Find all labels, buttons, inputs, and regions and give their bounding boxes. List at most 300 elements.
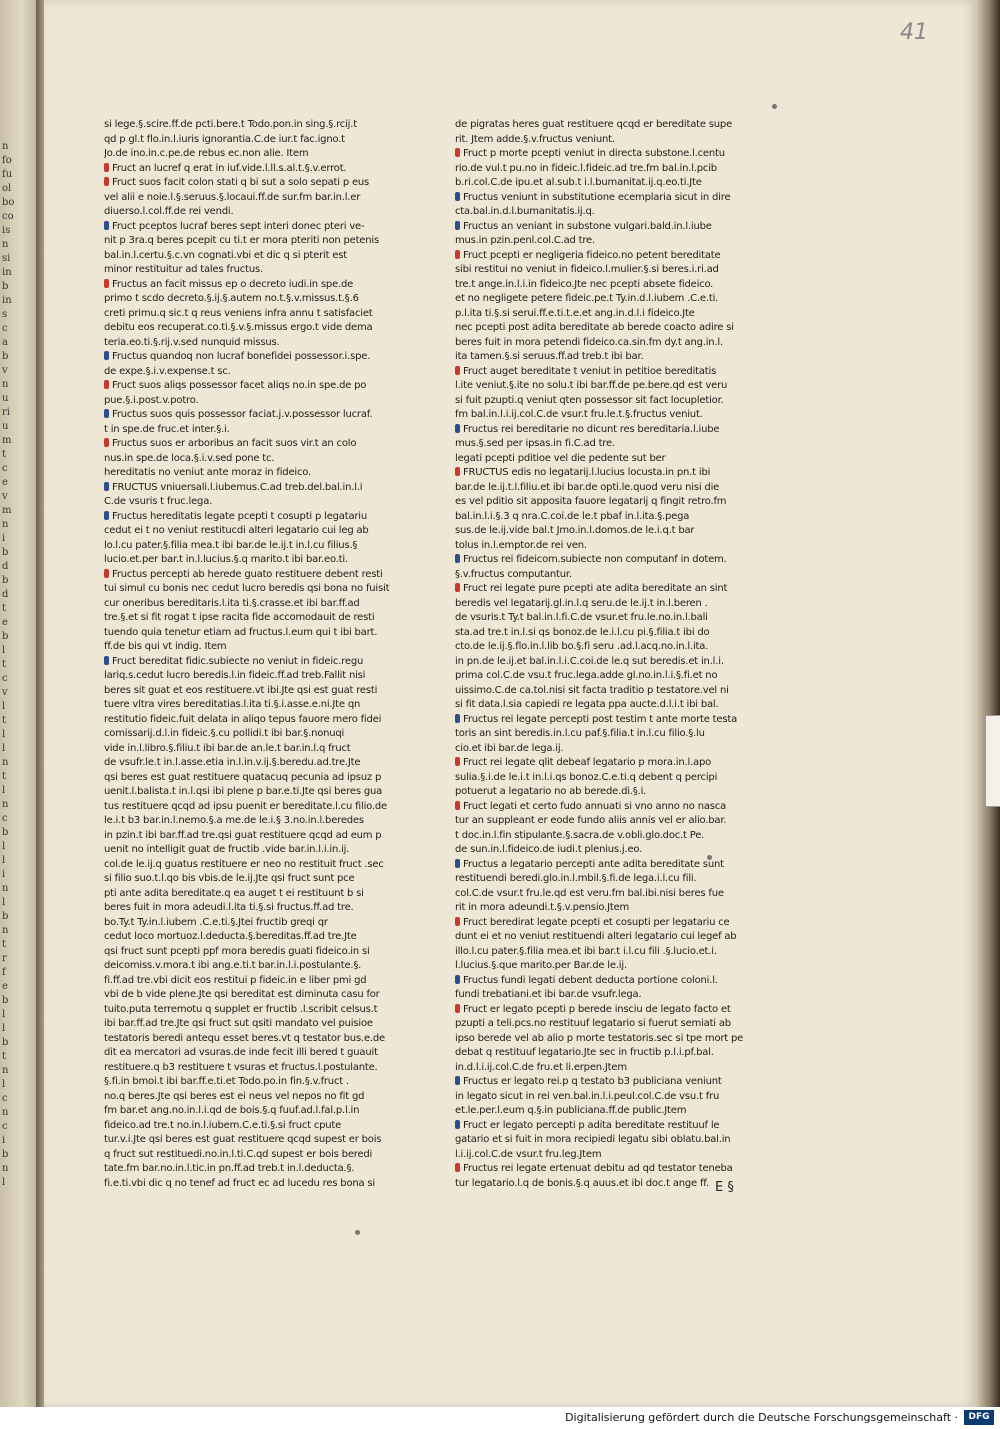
text-line <box>104 1162 404 1177</box>
text-line <box>104 698 404 713</box>
text-line <box>455 1177 755 1192</box>
text-line <box>104 887 404 902</box>
line-text: Jo.de ino.in.c.pe.de rebus ec.non alie. Item <box>104 148 309 159</box>
line-text: ff.de bis qui vt indig. Item <box>104 641 227 652</box>
text-line <box>104 234 404 249</box>
line-text: nit p 3ra.q beres pcepit cu ti.t er mora pteriti non petenis <box>104 235 379 246</box>
text-line <box>104 1046 404 1061</box>
line-text: dit ea mercatori ad vsuras.de inde fecit illi bered t guauit <box>104 1047 378 1058</box>
text-line <box>455 205 755 220</box>
text-line <box>104 1003 404 1018</box>
line-text: si lege.§.scire.ff.de pcti.bere.t Todo.pon.in sing.§.rcij.t <box>104 119 357 130</box>
line-text: sta.ad tre.t in.l.si qs bonoz.de le.i.l.cu pi.§.filia.t ibi do <box>455 626 710 638</box>
line-text: rio.de vul.t pu.no in fideic.l.fideic.ad tre.fm bal.in.l.pcib <box>455 162 717 174</box>
text-line <box>104 626 404 641</box>
line-text: uenit.l.balista.t in.l.qsi ibi plene p bar.e.ti.Jte qsi beres gua <box>104 786 383 797</box>
text-line <box>455 756 755 771</box>
line-text: gatario et si fuit in mora recipiedi legatu sibi oblatu.bal.in <box>455 1134 731 1145</box>
line-text: comissarij.d.l.in fideic.§.cu pollidi.t ibi bar.§.nonuqi <box>104 728 345 739</box>
line-text: t in spe.de fruc.et inter.§.i. <box>104 423 230 435</box>
text-line <box>104 365 404 380</box>
line-text: ita tamen.§.si seruus.ff.ad treb.t ibi bar. <box>455 351 644 362</box>
line-text: hereditatis no veniut ante moraz in fideico. <box>104 467 311 478</box>
line-text: toris an sint beredis.in.l.cu paf.§.filia.t in.l.cu filio.§.lu <box>455 728 705 739</box>
line-text: tur.v.i.Jte qsi beres est guat restituere qcqd supest er bois <box>104 1134 382 1145</box>
text-column-right <box>455 118 755 1191</box>
line-text: diuerso.l.col.ff.de rei vendi. <box>104 206 234 217</box>
line-text: Fructus rei bereditarie no dicunt res bereditaria.l.iube <box>463 423 720 435</box>
line-text: si filio suo.t.l.qo bis vbis.de le.ij.Jte qsi fruct sunt pce <box>104 873 355 884</box>
text-line <box>104 974 404 989</box>
text-line <box>104 336 404 351</box>
text-line <box>104 220 404 235</box>
text-line <box>455 307 755 322</box>
line-text: fi.ff.ad tre.vbi dicit eos restitui p fideic.in e liber pmi gd <box>104 974 367 986</box>
line-text: col.de le.ij.q guatus restituere er neo no restituit fruct .sec <box>104 858 384 870</box>
line-text: Fructus an facit missus ep o decreto iudi.in spe.de <box>112 278 354 290</box>
text-line <box>455 814 755 829</box>
line-text: debitu eos recuperat.co.ti.§.v.§.missus ergo.t vide dema <box>104 322 373 333</box>
line-text: et no negligete petere fideic.pe.t Ty.in.d.l.iubem .C.e.ti. <box>455 293 719 304</box>
line-text: de vsufr.le.t in.l.asse.etia in.l.in.v.ij.§.beredu.ad.tre.Jte <box>104 757 361 768</box>
text-line <box>104 959 404 974</box>
line-text: Fruct er legato pcepti p berede insciu de legato facto et <box>463 1003 731 1015</box>
line-text: si fuit pzupti.q veniut qten possessor sit fact locupletior. <box>455 394 724 406</box>
line-text: cedut loco mortuoz.l.deducta.§.bereditas.ff.ad tre.Jte <box>104 931 357 942</box>
text-line <box>455 742 755 757</box>
line-text: Fruct suos aliqs possessor facet aliqs no.in spe.de po <box>112 380 367 391</box>
line-text: tui simul cu bonis nec cedut lucro beredis qsi bona no fuisit <box>104 583 390 594</box>
red-rubric-mark <box>104 279 109 288</box>
text-line <box>455 1061 755 1076</box>
text-line <box>104 263 404 278</box>
text-line <box>455 843 755 858</box>
line-text: in.d.l.i.ij.col.C.de fru.et li.erpen.Jtem <box>455 1061 627 1073</box>
text-line <box>455 481 755 496</box>
text-line <box>455 1075 755 1090</box>
text-line <box>104 307 404 322</box>
text-line <box>104 1090 404 1105</box>
line-text: sibi restitui no veniut in fideico.l.mulier.§.si beres.i.ri.ad <box>455 264 719 275</box>
text-line <box>455 394 755 409</box>
line-text: l.ite veniut.§.ite no solu.t ibi bar.ff.de pe.bere.qd est veru <box>455 380 728 391</box>
text-line <box>104 278 404 293</box>
line-text: fm bar.et ang.no.in.l.i.qd de bois.§.q fuuf.ad.l.fal.p.l.in <box>104 1105 360 1116</box>
text-line <box>104 800 404 815</box>
line-text: restituendi beredi.glo.in.l.mbil.§.fi.de lega.i.l.cu fili. <box>455 873 697 884</box>
text-line <box>455 510 755 525</box>
line-text: in pzin.t ibi bar.ff.ad tre.qsi guat restituere qcqd ad eum p <box>104 829 382 841</box>
line-text: uenit no intelligit guat de fructib .vide bar.in.l.i.in.ij. <box>104 844 350 855</box>
line-text: beres fuit in mora adeudi.l.ita ti.§.si fructus.ff.ad tre. <box>104 902 354 913</box>
text-line <box>104 481 404 496</box>
text-column-left <box>104 118 404 1191</box>
facing-page-fragments: n fo fu ol bo co is n si in b in s c a b v n u ri u m t c e v m n i b d b d t e b l t c v l t l l n t l n c b l l i n l b n t r f e b l l b t n l c n c i b n l <box>2 141 15 1188</box>
text-line <box>455 713 755 728</box>
text-line <box>455 727 755 742</box>
red-rubric-mark <box>455 467 460 476</box>
footer-bar <box>0 1407 1000 1429</box>
text-line <box>104 1133 404 1148</box>
blue-rubric-mark <box>455 714 460 723</box>
line-text: qsi beres est guat restituere quatacuq pecunia ad ipsuz p <box>104 771 382 783</box>
text-line <box>455 118 755 133</box>
blue-rubric-mark <box>455 975 460 984</box>
text-line <box>455 321 755 336</box>
text-line <box>455 771 755 786</box>
text-line <box>104 495 404 510</box>
line-text: in pn.de le.ij.et bal.in.l.i.C.coi.de le.q sut beredis.et in.l.i. <box>455 655 724 667</box>
text-line <box>104 133 404 148</box>
line-text: Fruct beredirat legate pcepti et cosupti per legatariu ce <box>463 916 730 928</box>
line-text: pti ante adita bereditate.q ea auget t ei restituunt b si <box>104 887 364 899</box>
line-text: §.fi.in bmoi.t ibi bar.ff.e.ti.et Todo.po.in fin.§.v.fruct . <box>104 1076 349 1087</box>
red-rubric-mark <box>104 438 109 447</box>
text-line <box>455 539 755 554</box>
line-text: minor restituitur ad tales fructus. <box>104 264 263 275</box>
text-line <box>104 1177 404 1192</box>
red-rubric-mark <box>455 250 460 259</box>
text-line <box>104 321 404 336</box>
line-text: ibi bar.ff.ad tre.Jte qsi fruct sut qsiti mandato vel puisioe <box>104 1018 373 1029</box>
line-text: tuito.puta terremotu q supplet er fructib .l.scribit celsus.t <box>104 1003 378 1015</box>
line-text: restitutio fideic.fuit delata in aliqo tepus fauore mero fidei <box>104 713 382 725</box>
line-text: lucio.et.per bar.t in.l.lucius.§.q marito.t ibi bar.eo.ti. <box>104 554 348 565</box>
text-line <box>455 829 755 844</box>
line-text: Fructus rei legate ertenuat debitu ad qd testator teneba <box>463 1163 733 1174</box>
line-text: Fruct bereditat fidic.subiecte no veniut in fideic.regu <box>112 655 364 667</box>
line-text: bal.in.l.i.§.3 q nra.C.coi.de le.t pbaf in.l.ita.§.pega <box>455 510 690 522</box>
line-text: ipso berede vel ab alio p morte testatoris.sec si tpe mort pe <box>455 1032 744 1044</box>
text-line <box>104 1148 404 1163</box>
line-text: tuendo quia tenetur etiam ad fructus.l.eum qui t ibi bart. <box>104 626 378 638</box>
text-line <box>455 336 755 351</box>
line-text: le.i.t b3 bar.in.l.nemo.§.a me.de le.i.§ 3.no.in.l.beredes <box>104 815 364 826</box>
folio-number: 41 <box>900 20 928 45</box>
page-speck <box>355 1230 360 1235</box>
line-text: tre.§.et si fit rogat t ipse racita fide accomodauit de resti <box>104 612 375 623</box>
text-line <box>455 568 755 583</box>
red-rubric-mark <box>455 801 460 810</box>
line-text: tur legatario.l.q de bonis.§.q auus.et ibi doc.t ange ff. <box>455 1177 709 1189</box>
text-line <box>104 655 404 670</box>
line-text: uissimo.C.de ca.tol.nisi sit facta traditio p testatore.vel ni <box>455 684 729 696</box>
line-text: l.i.ij.col.C.de vsur.t fru.leg.Jtem <box>455 1148 602 1160</box>
line-text: vbi de b vide plene.Jte qsi bereditat est diminuta casu for <box>104 989 380 1000</box>
line-text: dunt ei et no veniut restituendi alteri legatario cui legef ab <box>455 931 737 942</box>
line-text: Fruct er legato percepti p adita bereditate restituuf le <box>463 1119 720 1131</box>
line-text: lo.l.cu pater.§.filia mea.t ibi bar.de le.ij.t in.l.cu filius.§ <box>104 539 358 551</box>
line-text: pzupti a teli.pcs.no restituuf legatario si fuerut semiati ab <box>455 1018 731 1029</box>
text-line <box>455 597 755 612</box>
text-line <box>104 437 404 452</box>
text-line <box>455 133 755 148</box>
text-line <box>104 176 404 191</box>
line-text: fundi trebatiani.et ibi bar.de vsufr.lega. <box>455 989 642 1000</box>
text-line <box>455 1119 755 1134</box>
text-line <box>104 205 404 220</box>
line-text: b.ri.col.C.de ipu.et al.sub.t i.l.bumanitat.ij.q.eo.ti.Jte <box>455 177 702 188</box>
line-text: nec pcepti post adita bereditate ab berede coacto adire si <box>455 322 734 333</box>
text-line <box>104 1119 404 1134</box>
text-line <box>455 176 755 191</box>
red-rubric-mark <box>455 1004 460 1013</box>
text-line <box>455 887 755 902</box>
line-text: qd p gl.t flo.in.l.iuris ignorantia.C.de iur.t fac.igno.t <box>104 133 345 145</box>
text-line <box>104 1032 404 1047</box>
red-rubric-mark <box>104 163 109 172</box>
line-text: potuerut a legatario no ab berede.di.§.i. <box>455 786 647 797</box>
text-line <box>104 568 404 583</box>
blue-rubric-mark <box>104 409 109 418</box>
line-text: de expe.§.i.v.expense.t sc. <box>104 365 231 377</box>
line-text: tur an suppleant er eode fundo aliis annis vel er alio.bar. <box>455 815 727 826</box>
line-text: Fructus suos quis possessor faciat.j.v.possessor lucraf. <box>112 409 373 420</box>
line-text: Fructus rei fideicom.subiecte non computanf in dotem. <box>463 554 727 565</box>
text-line <box>104 872 404 887</box>
line-text: Fructus rei legate percepti post testim t ante morte testa <box>463 713 737 725</box>
text-line <box>455 611 755 626</box>
text-line <box>104 611 404 626</box>
text-line <box>104 379 404 394</box>
blue-rubric-mark <box>455 1076 460 1085</box>
line-text: primo t scdo decreto.§.ij.§.autem no.t.§.v.missus.t.§.6 <box>104 293 359 304</box>
line-text: de vsuris.t Ty.t bal.in.l.fi.C.de vsur.et fru.le.no.in.l.bali <box>455 612 708 623</box>
blue-rubric-mark <box>455 192 460 201</box>
line-text: Fructus percepti ab herede guato restituere debent resti <box>112 568 383 580</box>
text-line <box>455 872 755 887</box>
line-text: testatoris beredi antequ esset beres.vt q testator bus.e.de <box>104 1032 385 1044</box>
red-rubric-mark <box>455 917 460 926</box>
text-line <box>104 147 404 162</box>
text-line <box>104 1104 404 1119</box>
text-line <box>455 1046 755 1061</box>
text-line <box>104 843 404 858</box>
line-text: q fruct sut restituedi.no.in.l.ti.C.qd supest er bois beredi <box>104 1148 373 1160</box>
text-line <box>455 945 755 960</box>
blue-rubric-mark <box>104 351 109 360</box>
line-text: teria.eo.ti.§.rij.v.sed nunquid missus. <box>104 336 280 348</box>
text-line <box>104 727 404 742</box>
text-line <box>455 1003 755 1018</box>
text-line <box>455 423 755 438</box>
blue-rubric-mark <box>455 554 460 563</box>
red-rubric-mark <box>104 380 109 389</box>
text-line <box>104 292 404 307</box>
text-line <box>455 350 755 365</box>
line-text: l.lucius.§.que marito.per Bar.de le.ij. <box>455 960 627 971</box>
text-line <box>104 669 404 684</box>
text-line <box>104 597 404 612</box>
line-text: prima col.C.de vsu.t fruc.lega.adde gl.no.in.l.i.§.fi.et no <box>455 670 718 681</box>
text-line <box>455 930 755 945</box>
text-line <box>455 1133 755 1148</box>
red-rubric-mark <box>455 148 460 157</box>
text-line <box>104 858 404 873</box>
line-text: Fructus a legatario percepti ante adita bereditate sunt <box>463 858 724 870</box>
blue-rubric-mark <box>455 221 460 230</box>
line-text: legati pcepti pditioe vel die pedente sut ber <box>455 452 666 464</box>
line-text: Fructus hereditatis legate pcepti t cosupti p legatariu <box>112 510 367 522</box>
line-text: sus.de le.ij.vide bal.t Jmo.in.l.domos.de le.i.q.t bar <box>455 525 695 536</box>
red-rubric-mark <box>455 583 460 592</box>
line-text: mus.in pzin.penl.col.C.ad tre. <box>455 235 595 246</box>
text-line <box>455 162 755 177</box>
line-text: fm bal.in.l.i.ij.col.C.de vsur.t fru.le.t.§.fructus veniut. <box>455 409 703 420</box>
line-text: beredis vel legatarij.gl.in.l.q seru.de le.ij.t in.l.beren . <box>455 597 708 609</box>
line-text: restituere.q b3 restituere t vsuras et fructus.l.postulante. <box>104 1061 378 1073</box>
text-line <box>104 162 404 177</box>
text-line <box>104 930 404 945</box>
line-text: Fruct auget bereditate t veniut in petitioe bereditatis <box>463 365 717 377</box>
dfg-logo: DFG <box>964 1410 994 1425</box>
line-text: no.q beres.Jte qsi beres est ei neus vel nepos no fit gd <box>104 1090 365 1102</box>
line-text: Fruct legati et certo fudo annuati si vno anno no nasca <box>463 800 726 812</box>
line-text: es vel pditio sit apposita fauore legatarij q fingit retro.fm <box>455 496 727 507</box>
line-text: bal.in.l.certu.§.c.vn cognati.vbi et dic q si pterit est <box>104 249 347 261</box>
line-text: Fructus quandoq non lucraf bonefidei possessor.i.spe. <box>112 351 371 362</box>
line-text: Fruct suos facit colon stati q bi sut a solo sepati p eus <box>112 177 370 188</box>
line-text: bar.de le.ij.t.l.filiu.et ibi bar.de opti.le.quod veru nisi die <box>455 481 720 493</box>
text-line <box>455 582 755 597</box>
line-text: vel alii e noie.l.§.seruus.§.locaui.ff.de sur.fm bar.in.l.er <box>104 191 361 203</box>
facing-page-edge <box>0 0 40 1407</box>
text-line <box>455 408 755 423</box>
line-text: fideico.ad tre.t no.in.l.iubem.C.e.ti.§.si fruct cpute <box>104 1119 342 1131</box>
line-text: rit. Jtem adde.§.v.fructus veniunt. <box>455 133 615 145</box>
text-line <box>104 191 404 206</box>
blue-rubric-mark <box>455 859 460 868</box>
text-line <box>455 959 755 974</box>
line-text: tuere vltra vires bereditatias.l.ita ti.§.i.asse.e.ni.Jte qn <box>104 699 361 710</box>
line-text: Fruct rei legate qlit debeaf legatario p mora.in.l.apo <box>463 757 712 768</box>
line-text: vide in.l.libro.§.filiu.t ibi bar.de an.le.t bar.in.l.q fruct <box>104 742 351 754</box>
red-rubric-mark <box>455 1163 460 1172</box>
line-text: cur oneribus bereditaris.l.ita ti.§.crasse.et ibi bar.ff.ad <box>104 597 360 609</box>
catchword: E § <box>715 1180 734 1195</box>
red-rubric-mark <box>455 757 460 766</box>
text-line <box>104 249 404 264</box>
line-text: tate.fm bar.no.in.l.tic.in pn.ff.ad treb.t in.l.deducta.§. <box>104 1163 355 1174</box>
line-text: tre.t ange.in.l.i.in fideico.Jte nec pcepti absete fideico. <box>455 278 714 290</box>
line-text: Fruct pceptos lucraf beres sept interi donec pteri ve- <box>112 220 365 232</box>
text-line <box>455 640 755 655</box>
blue-rubric-mark <box>104 221 109 230</box>
line-text: de sun.in.l.fideico.de iudi.t plenius.j.eo. <box>455 844 643 855</box>
line-text: debat q restituuf legatario.Jte sec in fructib p.l.i.pf.bal. <box>455 1047 714 1058</box>
text-line <box>104 1061 404 1076</box>
line-text: beres sit guat et eos restituere.vt ibi.Jte qsi est guat resti <box>104 684 378 696</box>
line-text: Fruct pcepti er negligeria fideico.no petent bereditate <box>463 249 721 261</box>
page-edge-right <box>975 0 1000 1407</box>
text-line <box>455 437 755 452</box>
line-text: t doc.in.l.fin stipulante.§.sacra.de v.obli.glo.doc.t Pe. <box>455 829 705 841</box>
text-line <box>455 988 755 1003</box>
line-text: creti primu.q sic.t q reus veniens infra annu t satisfaciet <box>104 307 373 319</box>
text-line <box>104 988 404 1003</box>
text-line <box>104 785 404 800</box>
line-text: illo.l.cu pater.§.filia mea.et ibi bar.t i.l.cu fili .§.lucio.et.i. <box>455 945 717 957</box>
text-line <box>455 1162 755 1177</box>
page-speck <box>772 104 777 109</box>
line-text: §.v.fructus computantur. <box>455 568 572 580</box>
line-text: et.le.per.l.eum q.§.in publiciana.ff.de public.Jtem <box>455 1105 687 1116</box>
text-line <box>455 249 755 264</box>
text-line <box>104 771 404 786</box>
text-line <box>104 582 404 597</box>
text-line <box>455 901 755 916</box>
line-text: Fructus veniunt in substitutione ecemplaria sicut in dire <box>463 191 731 203</box>
text-line <box>104 452 404 467</box>
text-line <box>104 1075 404 1090</box>
line-text: C.de vsuris t fruc.lega. <box>104 496 213 507</box>
text-line <box>455 379 755 394</box>
line-text: pue.§.i.post.v.potro. <box>104 394 199 406</box>
line-text: lariq.s.cedut lucro beredis.l.in fideic.ff.ad treb.Fallit nisi <box>104 670 366 681</box>
text-line <box>455 292 755 307</box>
funding-notice: Digitalisierung gefördert durch die Deutsche Forschungsgemeinschaft · <box>565 1411 958 1424</box>
line-text: rit in mora adeundi.t.§.v.pensio.Jtem <box>455 902 630 913</box>
line-text: deicomiss.v.mora.t ibi ang.e.ti.t bar.in.l.i.postulante.§. <box>104 960 362 971</box>
line-text: qsi fruct sunt pcepti ppf mora beredis guati fideico.in si <box>104 945 370 957</box>
text-line <box>455 655 755 670</box>
text-line <box>104 553 404 568</box>
text-line <box>104 408 404 423</box>
text-line <box>104 1017 404 1032</box>
text-line <box>455 858 755 873</box>
text-line <box>104 510 404 525</box>
line-text: col.C.de vsur.t fru.le.qd est veru.fm bal.ibi.nisi beres fue <box>455 887 724 899</box>
line-text: FRUCTUS vniuersali.l.iubemus.C.ad treb.del.bal.in.l.i <box>112 481 363 493</box>
text-line <box>455 916 755 931</box>
text-line <box>455 1104 755 1119</box>
line-text: Fruct rei legate pure pcepti ate adita bereditate an sint <box>463 583 728 594</box>
line-text: Fruct p morte pcepti veniut in directa substone.l.centu <box>463 148 725 159</box>
text-line <box>104 394 404 409</box>
blue-rubric-mark <box>455 1120 460 1129</box>
text-line <box>455 1032 755 1047</box>
text-line <box>104 350 404 365</box>
line-text: si fit data.l.sia capiedi re legata ppa aucte.d.l.i.t ibi bal. <box>455 699 719 710</box>
text-line <box>455 263 755 278</box>
text-line <box>104 756 404 771</box>
red-rubric-mark <box>455 366 460 375</box>
text-line <box>455 234 755 249</box>
text-line <box>104 423 404 438</box>
text-line <box>104 118 404 133</box>
text-line <box>455 974 755 989</box>
text-line <box>455 698 755 713</box>
text-line <box>455 1017 755 1032</box>
line-text: fi.e.ti.vbi dic q no tenef ad fruct ec ad lucedu res bona si <box>104 1177 376 1189</box>
text-line <box>455 626 755 641</box>
line-text: p.l.ita ti.§.si serui.ff.e.ti.t.e.et ang.in.d.l.i fideico.Jte <box>455 307 695 319</box>
blue-rubric-mark <box>104 511 109 520</box>
line-text: beres fuit in mora petendi fideico.ca.sin.fm dy.t ang.in.l. <box>455 336 723 348</box>
line-text: tus restituere qcqd ad ipsu puenit er bereditate.l.cu filio.de <box>104 800 387 812</box>
text-line <box>104 713 404 728</box>
text-line <box>104 684 404 699</box>
text-line <box>455 1148 755 1163</box>
line-text: bo.Ty.t Ty.in.l.iubem .C.e.ti.§.Jtei fructib greqi qr <box>104 916 328 928</box>
text-line <box>455 669 755 684</box>
text-line <box>455 785 755 800</box>
text-line <box>104 814 404 829</box>
line-text: cta.bal.in.d.l.bumanitatis.ij.q. <box>455 206 595 217</box>
text-line <box>104 524 404 539</box>
bookmark-tab <box>985 715 1000 807</box>
blue-rubric-mark <box>455 424 460 433</box>
